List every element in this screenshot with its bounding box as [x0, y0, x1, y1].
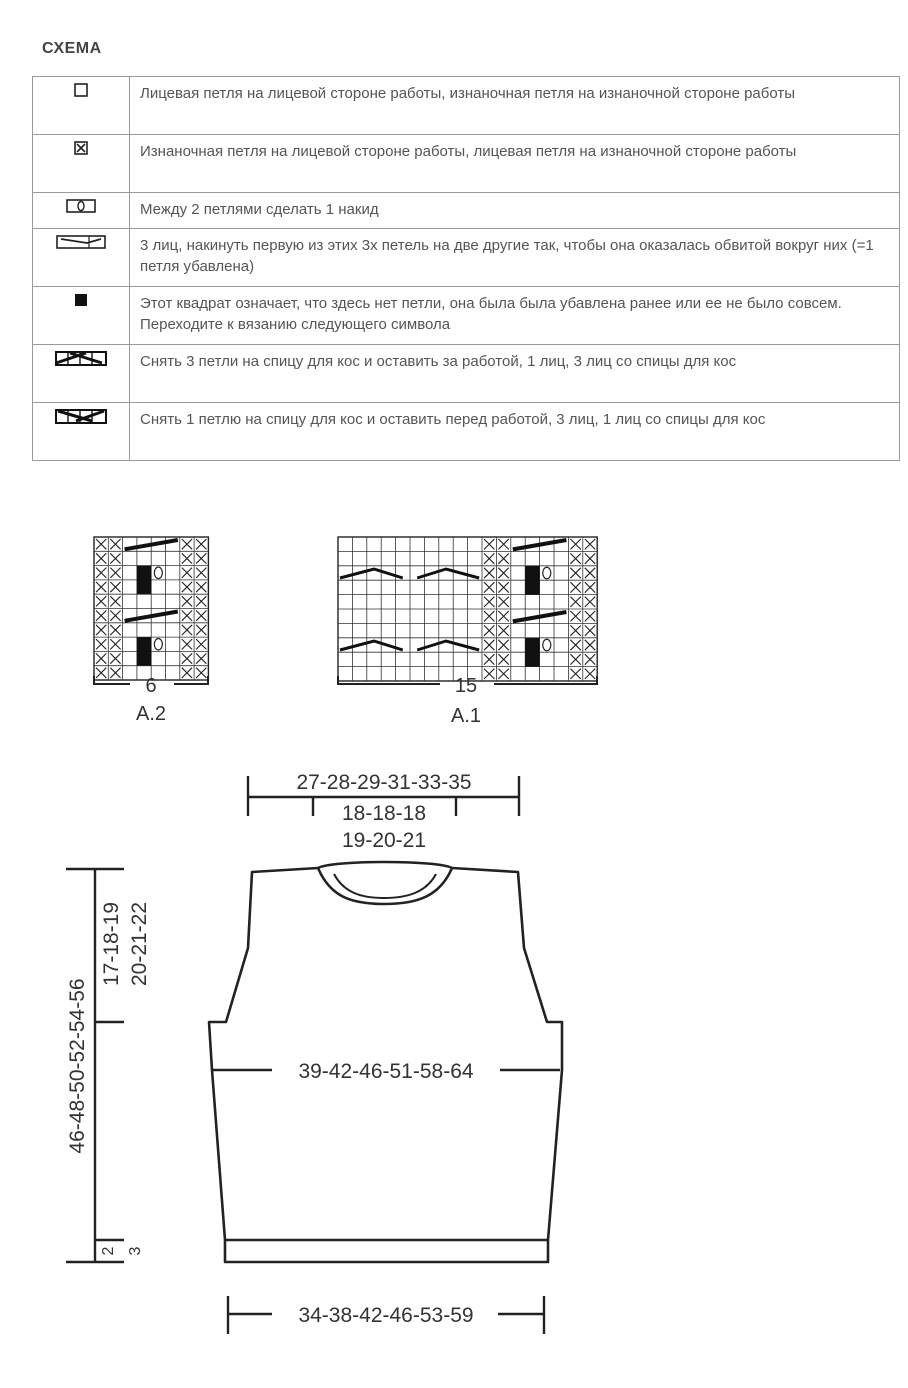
legend-text: Между 2 петлями сделать 1 накид: [130, 193, 900, 229]
chart-a1-grid: [338, 537, 597, 681]
chest-width-label: 39-42-46-51-58-64: [298, 1060, 474, 1083]
no-stitch-mark: [525, 638, 539, 667]
chart-a2-width-label: 6: [145, 675, 157, 697]
no-stitch-mark: [525, 566, 539, 595]
yarn-over-mark: [154, 639, 162, 650]
no-stitch-mark: [137, 637, 151, 666]
armhole-depth-label-2: 20-21-22: [128, 901, 151, 987]
legend-text: Этот квадрат означает, что здесь нет петли, она была была убавлена ранее или ее не было совсем. Переходите к вязанию следующего символа: [130, 287, 900, 345]
legend-text: Снять 3 петли на спицу для кос и оставить за работой, 1 лиц, 3 лиц со спицы для кос: [130, 345, 900, 403]
bottom-width-label: 34-38-42-46-53-59: [298, 1304, 474, 1327]
chart-a1-width-label: 15: [454, 675, 478, 697]
yarn-over-mark: [543, 567, 551, 579]
neck-width-label-2: 19-20-21: [341, 829, 427, 852]
chart-a2-title: A.2: [135, 703, 167, 725]
top-width-label: 27-28-29-31-33-35: [296, 771, 472, 794]
legend-text: Лицевая петля на лицевой стороне работы, изнаночная петля на изнаночной стороне работы: [130, 77, 900, 135]
rib-height-label-a: 2: [100, 1246, 117, 1256]
legend-text: Изнаночная петля на лицевой стороне работы, лицевая петля на изнаночной стороне работы: [130, 135, 900, 193]
legend-text: Снять 1 петлю на спицу для кос и оставить перед работой, 3 лиц, 1 лиц со спицы для кос: [130, 403, 900, 461]
rib-height-label-b: 3: [127, 1246, 144, 1256]
yarn-over-mark: [543, 639, 551, 651]
legend-text: 3 лиц, накинуть первую из этих 3х петель на две другие так, чтобы она оказалась обвитой вокруг них (=1 петля убавлена): [130, 229, 900, 287]
chart-a1-title: A.1: [450, 705, 482, 727]
chart-a2-grid: [94, 537, 208, 680]
neck-width-label: 18-18-18: [341, 802, 427, 825]
yarn-over-mark: [154, 567, 162, 578]
schema-title: СХЕМА: [42, 40, 102, 57]
total-length-label: 46-48-50-52-54-56: [66, 978, 89, 1154]
armhole-depth-label: 17-18-19: [100, 901, 123, 987]
no-stitch-mark: [137, 566, 151, 595]
